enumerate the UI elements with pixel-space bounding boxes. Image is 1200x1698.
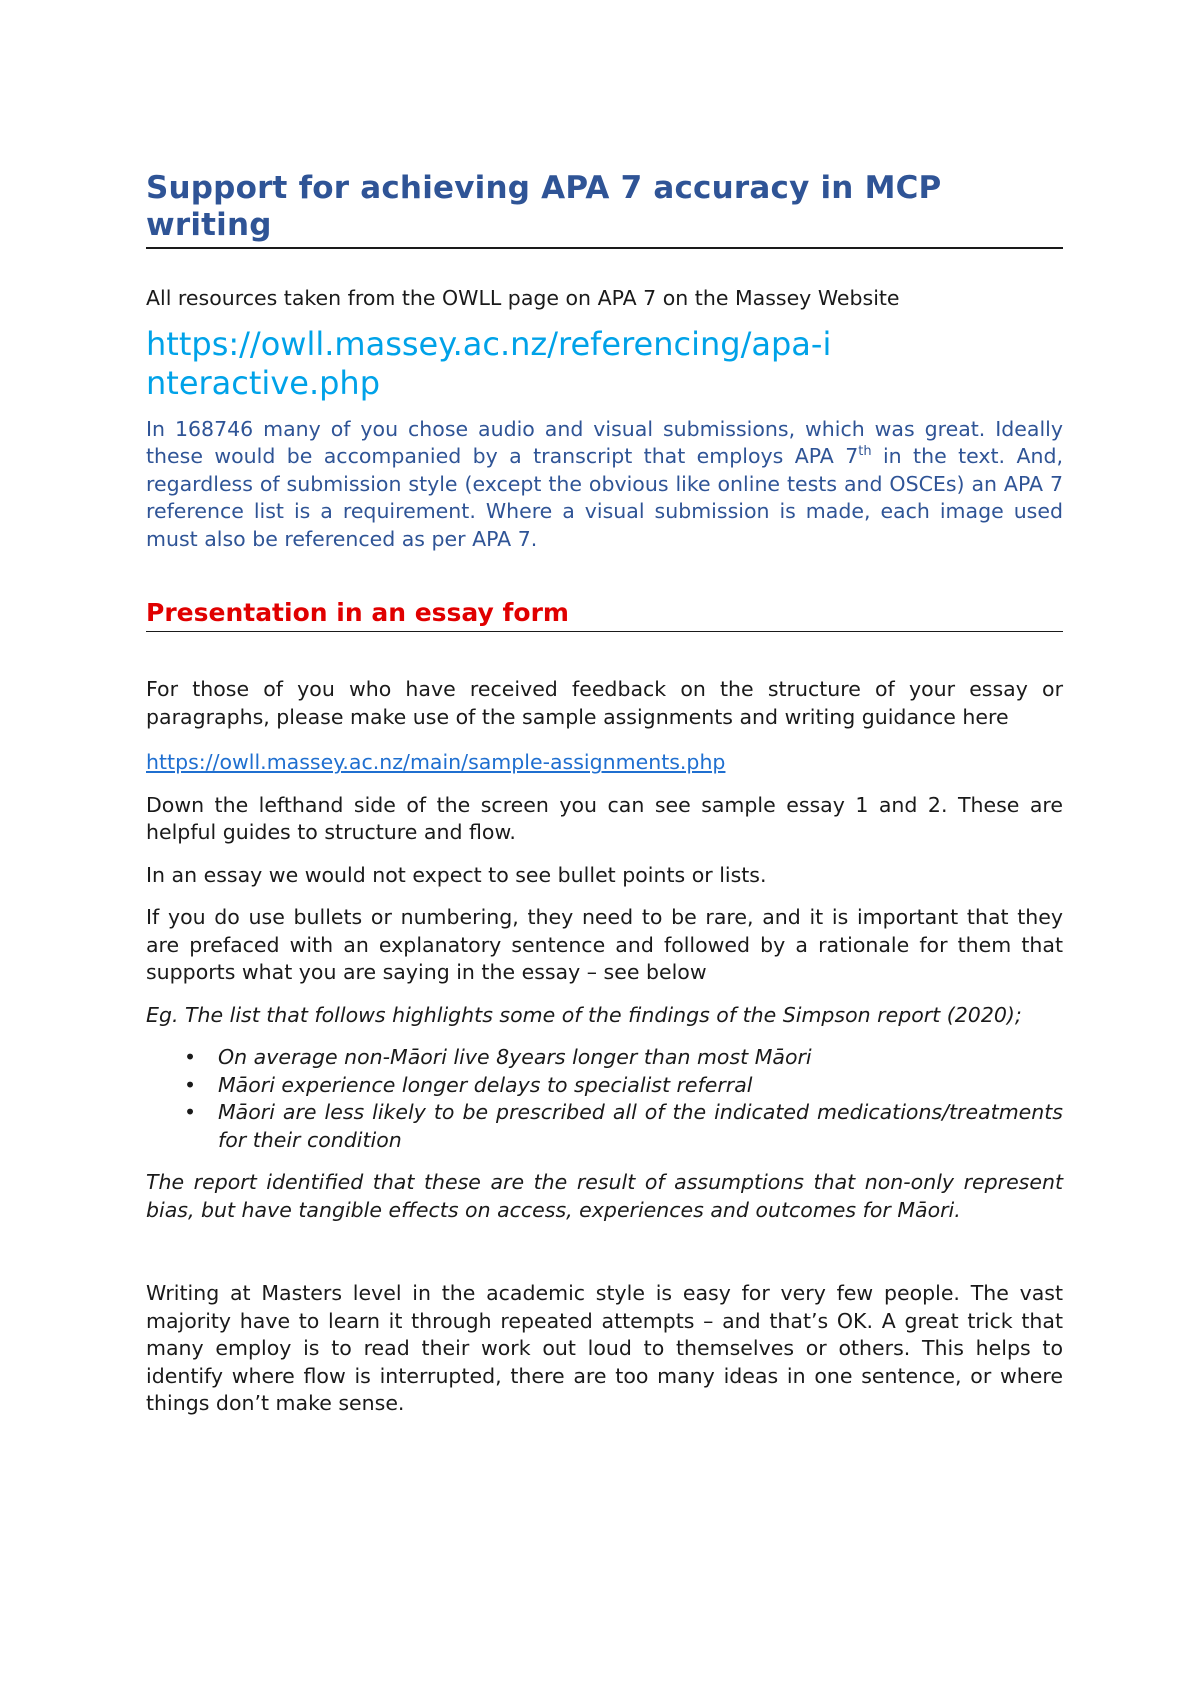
section-heading: Presentation in an essay form	[146, 598, 1063, 632]
finding-text: On average non-Māori live 8years longer than most Māori	[218, 1045, 812, 1070]
submission-paragraph	[146, 416, 1063, 554]
intro-text: All resources taken from the OWLL page on APA 7 on the Massey Website	[146, 286, 900, 311]
submission-text-after: in the text. And, regardless of submission style (except the obvious like online tests and OSCEs) an APA 7 reference list is a requirement. Where a visual submission is made, each image used must also be referenced as per APA 7.	[146, 444, 1064, 551]
example-rationale: The report identified that these are the result of assumptions that non-only represent bias, but have tangible effects on access, experiences and outcomes for Māori.	[146, 1170, 1063, 1222]
lefthand-paragraph: Down the lefthand side of the screen you can see sample essay 1 and 2. These are helpful guides to structure and flow.	[146, 792, 1063, 845]
finding-text: Māori experience longer delays to specialist referral	[218, 1072, 753, 1097]
list-item	[184, 1044, 1063, 1072]
bullet-icon: •	[184, 1100, 197, 1125]
findings-list	[146, 1044, 1063, 1154]
no-bullets-paragraph: In an essay we would not expect to see bullet points or lists.	[146, 862, 767, 887]
bullet-icon: •	[184, 1045, 197, 1070]
superscript-th: th	[858, 444, 872, 460]
list-item	[184, 1072, 1063, 1100]
sample-assignments-link[interactable]: https://owll.massey.ac.nz/main/sample-assignments.php	[146, 750, 726, 775]
document-title: Support for achieving APA 7 accuracy in MCP writing	[146, 170, 1063, 249]
bullet-icon: •	[184, 1072, 197, 1097]
finding-text: Māori are less likely to be prescribed all of the indicated medications/treatments for their condition	[218, 1100, 1063, 1152]
bullets-rare-paragraph: If you do use bullets or numbering, they need to be rare, and it is important that they are prefaced with an explanatory sentence and followed by a rationale for them that supports what you are saying in the essay – see below	[146, 905, 1063, 985]
example-intro: Eg. The list that follows highlights some of the findings of the Simpson report (2020);	[146, 1002, 1022, 1027]
masters-paragraph: Writing at Masters level in the academic style is easy for very few people. The vast majority have to learn it through repeated attempts – and that’s OK. A great trick that many employ is to read their work out loud to themselves or others. This helps to identify where flow is interrupted, there are too many ideas in one sentence, or where things don’t make sense.	[146, 1281, 1063, 1416]
submission-text-before: In 168746 many of you chose audio and visual submissions, which was great. Ideally these would be accompanied by a transcript that employs APA 7	[146, 416, 1063, 469]
feedback-paragraph: For those of you who have received feedback on the structure of your essay or paragraphs, please make use of the sample assignments and writing guidance here	[146, 677, 1063, 729]
list-item	[184, 1099, 1063, 1154]
apa-interactive-link[interactable]: https://owll.massey.ac.nz/referencing/apa-interactive.php	[146, 324, 832, 402]
